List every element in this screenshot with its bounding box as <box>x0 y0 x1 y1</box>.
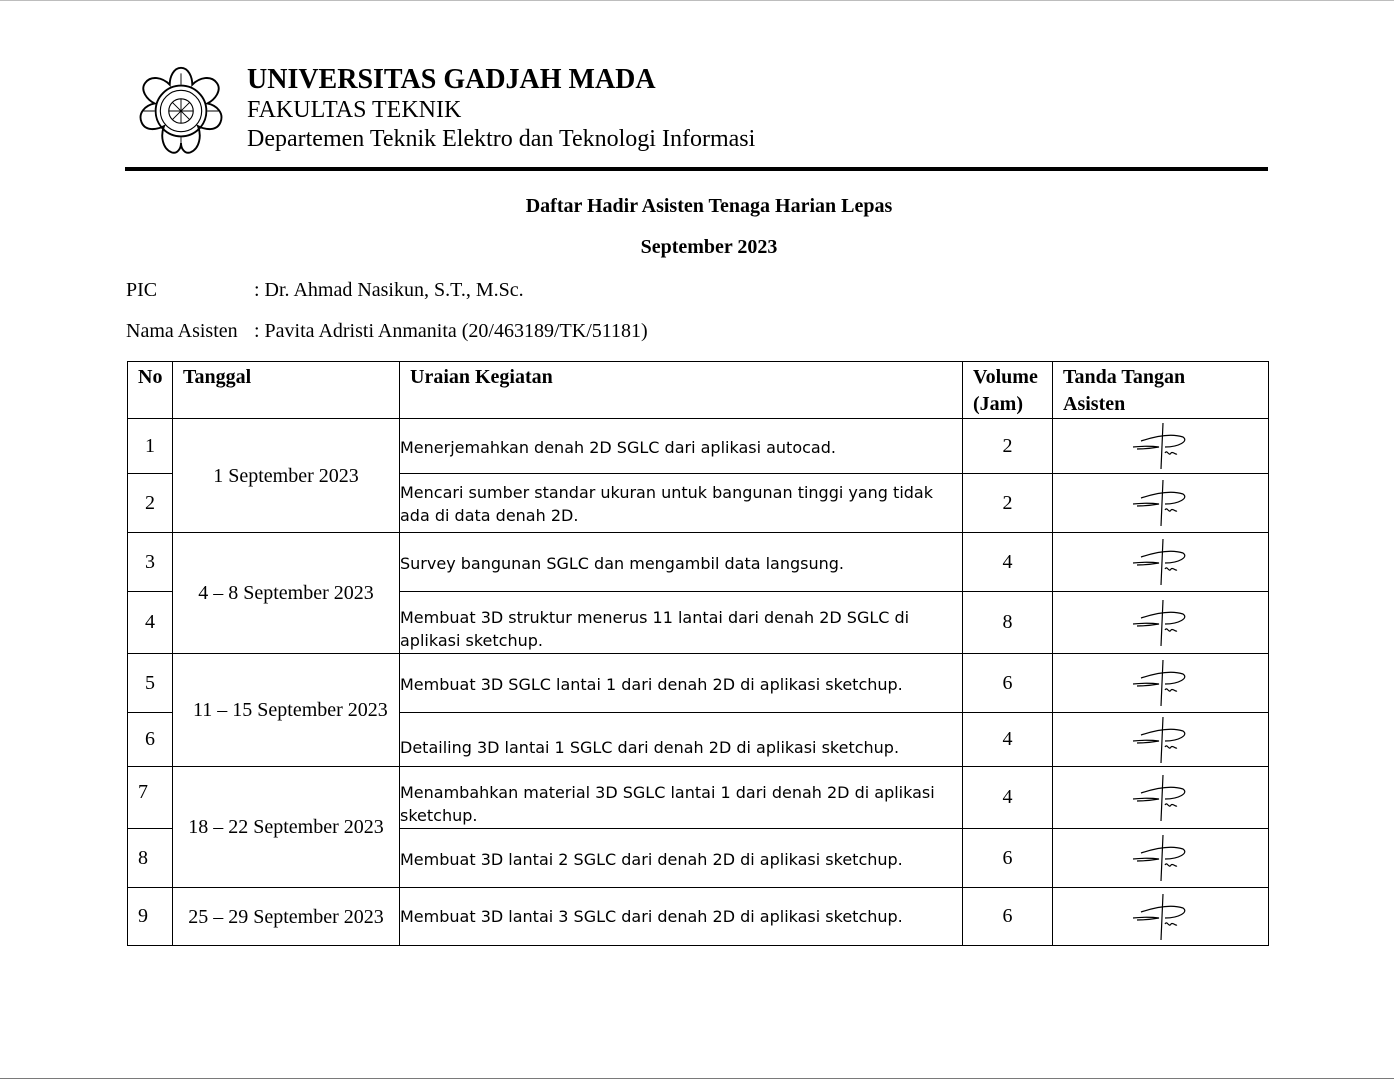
table-row <box>128 419 1269 474</box>
university-name: UNIVERSITAS GADJAH MADA <box>247 64 656 95</box>
pic-label: PIC <box>126 279 158 301</box>
signature-image <box>1131 598 1191 648</box>
ugm-seal-icon <box>134 64 228 158</box>
row-volume: 6 <box>963 654 1053 713</box>
row-date: 18 – 22 September 2023 <box>173 767 400 888</box>
row-volume: 4 <box>963 713 1053 767</box>
page-bottom-edge <box>0 1078 1394 1079</box>
row-volume: 2 <box>963 474 1053 533</box>
table-row <box>128 533 1269 592</box>
row-activity: Menerjemahkan denah 2D SGLC dari aplikasi autocad. <box>400 419 963 474</box>
signature-image <box>1131 773 1191 823</box>
signature-image <box>1131 421 1191 471</box>
row-no: 4 <box>128 592 173 654</box>
signature-cell <box>1053 419 1269 474</box>
signature-cell <box>1053 888 1269 946</box>
row-activity: Detailing 3D lantai 1 SGLC dari denah 2D di aplikasi sketchup. <box>400 713 963 767</box>
document-period: September 2023 <box>640 236 778 258</box>
department-name: Departemen Teknik Elektro dan Teknologi Informasi <box>247 126 756 152</box>
signature-image <box>1131 537 1191 587</box>
signature-image <box>1131 658 1191 708</box>
assistant-info <box>126 320 648 343</box>
row-volume: 4 <box>963 767 1053 829</box>
assistant-value: : Pavita Adristi Anmanita (20/463189/TK/51181) <box>254 320 648 342</box>
row-no: 7 <box>128 767 173 829</box>
header-date: Tanggal <box>173 362 400 419</box>
header-signature-line1: Tanda Tangan <box>1063 366 1186 388</box>
assistant-label: Nama Asisten <box>126 320 238 342</box>
signature-cell <box>1053 829 1269 888</box>
header-activity: Uraian Kegiatan <box>400 362 963 419</box>
page-top-edge <box>0 0 1394 1</box>
row-volume: 6 <box>963 888 1053 946</box>
row-volume: 8 <box>963 592 1053 654</box>
signature-cell <box>1053 767 1269 829</box>
row-activity: Mencari sumber standar ukuran untuk bangunan tinggi yang tidak ada di data denah 2D. <box>400 474 963 533</box>
signature-image <box>1131 478 1191 528</box>
row-no: 5 <box>128 654 173 713</box>
pic-value: : Dr. Ahmad Nasikun, S.T., M.Sc. <box>254 279 524 301</box>
row-date: 11 – 15 September 2023 <box>173 654 400 767</box>
row-no: 9 <box>128 888 173 946</box>
header-no: No <box>128 362 173 419</box>
row-activity: Membuat 3D struktur menerus 11 lantai dari denah 2D SGLC di aplikasi sketchup. <box>400 592 963 654</box>
row-no: 8 <box>128 829 173 888</box>
header-signature <box>1053 362 1269 419</box>
row-volume: 6 <box>963 829 1053 888</box>
pic-info <box>126 279 524 302</box>
signature-image <box>1131 892 1191 942</box>
document-title: Daftar Hadir Asisten Tenaga Harian Lepas <box>525 195 893 217</box>
row-date: 1 September 2023 <box>173 419 400 533</box>
row-activity: Survey bangunan SGLC dan mengambil data langsung. <box>400 533 963 592</box>
signature-cell <box>1053 474 1269 533</box>
signature-cell <box>1053 592 1269 654</box>
signature-image <box>1131 833 1191 883</box>
attendance-table <box>127 361 1269 946</box>
row-activity: Membuat 3D lantai 3 SGLC dari denah 2D di aplikasi sketchup. <box>400 888 963 946</box>
table-row <box>128 767 1269 829</box>
signature-cell <box>1053 533 1269 592</box>
row-no: 3 <box>128 533 173 592</box>
header-volume-line2: (Jam) <box>973 393 1023 415</box>
header-divider <box>125 167 1268 171</box>
row-no: 1 <box>128 419 173 474</box>
row-volume: 2 <box>963 419 1053 474</box>
header-signature-line2: Asisten <box>1063 393 1126 415</box>
signature-cell <box>1053 713 1269 767</box>
table-row <box>128 654 1269 713</box>
header-volume <box>963 362 1053 419</box>
row-date: 25 – 29 September 2023 <box>173 888 400 946</box>
signature-image <box>1131 715 1191 765</box>
row-activity: Menambahkan material 3D SGLC lantai 1 dari denah 2D di aplikasi sketchup. <box>400 767 963 829</box>
row-activity: Membuat 3D lantai 2 SGLC dari denah 2D di aplikasi sketchup. <box>400 829 963 888</box>
row-volume: 4 <box>963 533 1053 592</box>
signature-cell <box>1053 654 1269 713</box>
row-no: 6 <box>128 713 173 767</box>
table-header-row <box>128 362 1269 419</box>
table-row <box>128 888 1269 946</box>
row-activity: Membuat 3D SGLC lantai 1 dari denah 2D di aplikasi sketchup. <box>400 654 963 713</box>
header-volume-line1: Volume <box>973 366 1038 388</box>
faculty-name: FAKULTAS TEKNIK <box>247 97 462 123</box>
row-no: 2 <box>128 474 173 533</box>
row-date: 4 – 8 September 2023 <box>173 533 400 654</box>
